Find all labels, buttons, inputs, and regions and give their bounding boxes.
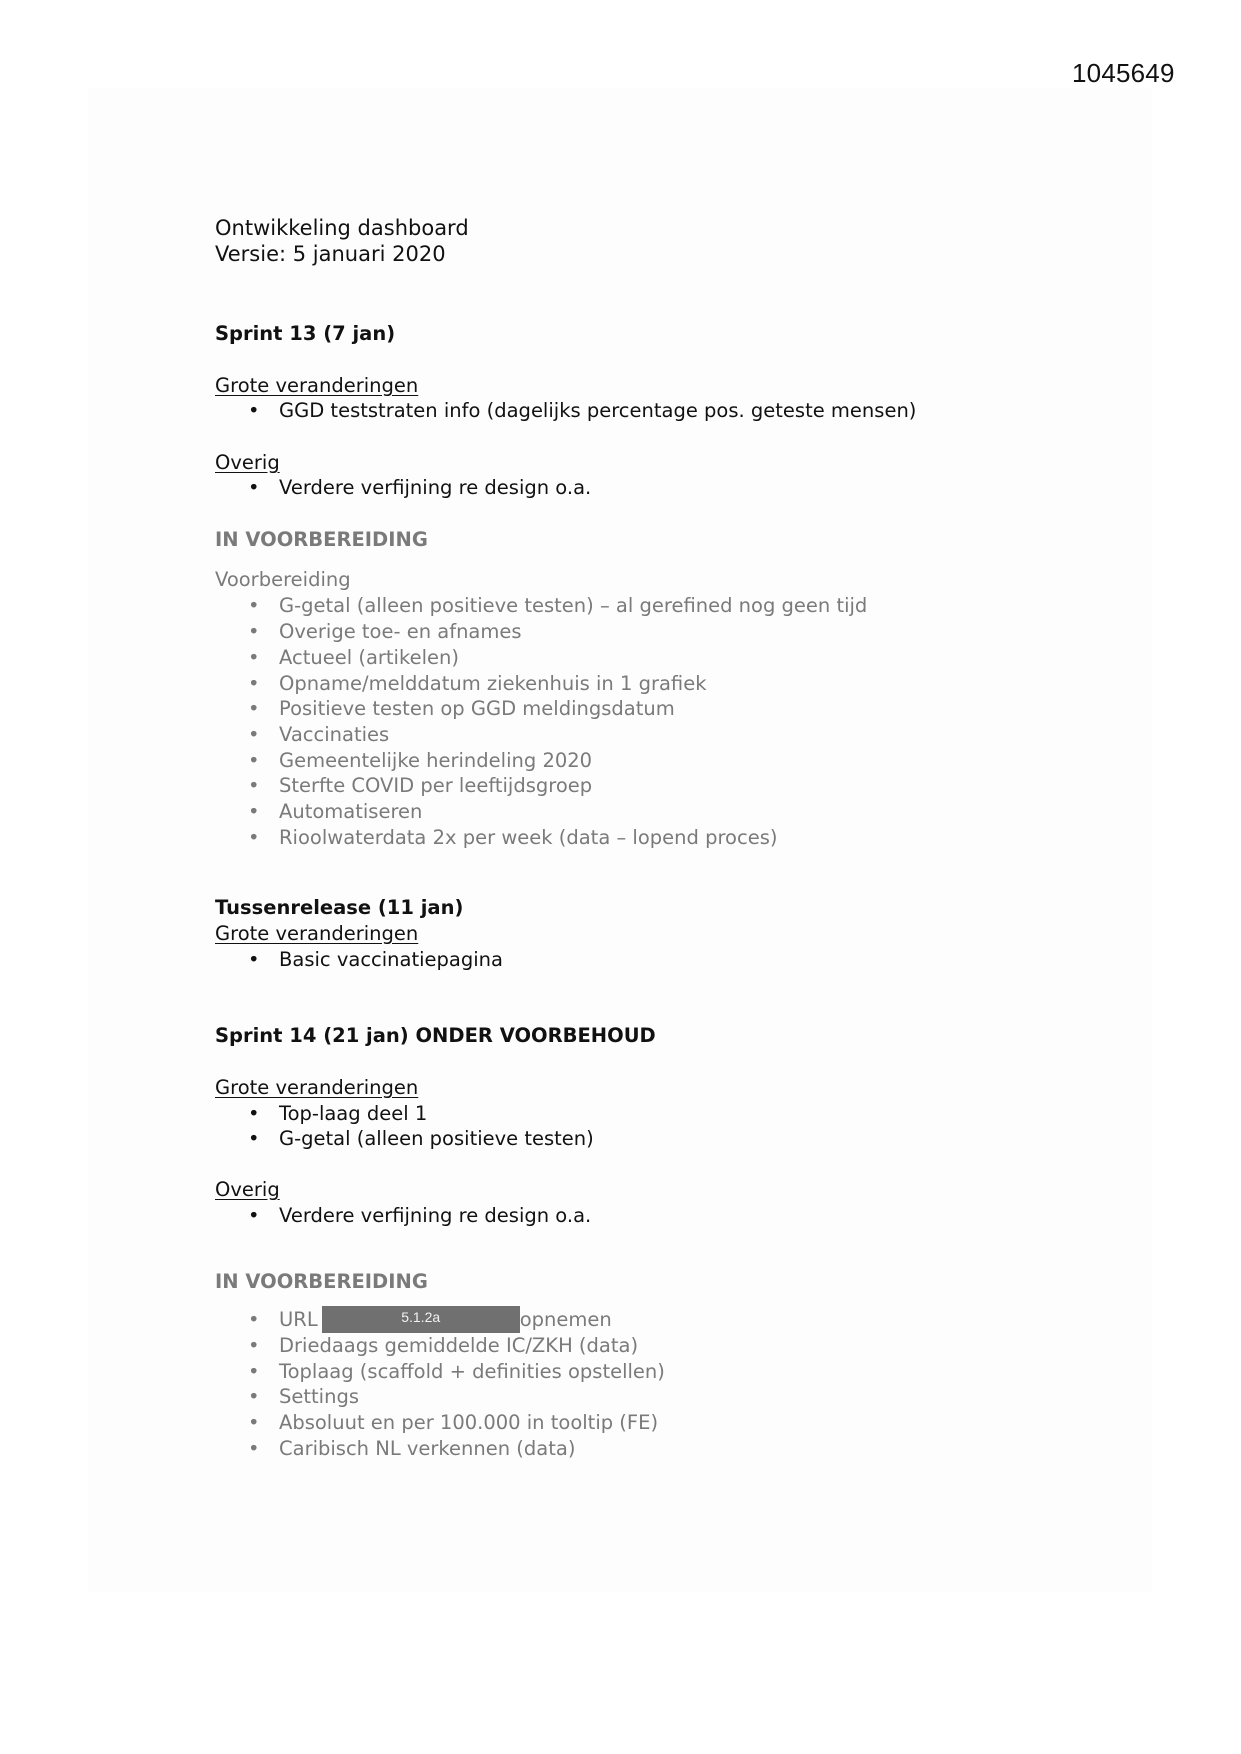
redaction-box: 5.1.2a: [322, 1306, 520, 1333]
bullet-icon: •: [248, 800, 260, 823]
sprint13-grote-label: Grote veranderingen: [215, 374, 419, 397]
tussenrelease-heading: Tussenrelease (11 jan): [215, 896, 464, 919]
bullet-icon: •: [248, 646, 260, 669]
sprint13-prep-heading: IN VOORBEREIDING: [215, 528, 428, 551]
sprint14-heading: Sprint 14 (21 jan) ONDER VOORBEHOUD: [215, 1024, 656, 1047]
bullet-icon: •: [248, 476, 260, 499]
document-title: Ontwikkeling dashboard: [215, 216, 469, 240]
bullet-icon: •: [248, 672, 260, 695]
bullet-icon: •: [248, 723, 260, 746]
sprint13-overig-label: Overig: [215, 451, 280, 474]
bullet-icon: •: [248, 399, 260, 422]
sprint13-heading: Sprint 13 (7 jan): [215, 322, 396, 345]
bullet-icon: •: [248, 1308, 260, 1331]
document-version: Versie: 5 januari 2020: [215, 242, 446, 266]
bullet-icon: •: [248, 1102, 260, 1125]
bullet-icon: •: [248, 749, 260, 772]
bullet-icon: •: [248, 826, 260, 849]
bullet-icon: •: [248, 1204, 260, 1227]
bullet-icon: •: [248, 1127, 260, 1150]
bullet-icon: •: [248, 594, 260, 617]
bullet-icon: •: [248, 1385, 260, 1408]
tussenrelease-grote-label: Grote veranderingen: [215, 922, 419, 945]
document-id: 1045649: [1072, 58, 1175, 88]
bullet-icon: •: [248, 620, 260, 643]
bullet-icon: •: [248, 1437, 260, 1460]
bullet-icon: •: [248, 774, 260, 797]
bullet-icon: •: [248, 1411, 260, 1434]
bullet-icon: •: [248, 1360, 260, 1383]
sprint14-prep-heading: IN VOORBEREIDING: [215, 1270, 428, 1293]
bullet-icon: •: [248, 1334, 260, 1357]
sprint14-overig-label: Overig: [215, 1178, 280, 1201]
bullet-icon: •: [248, 697, 260, 720]
bullet-icon: •: [248, 948, 260, 971]
sprint13-prep-label: Voorbereiding: [215, 568, 351, 591]
sprint14-grote-label: Grote veranderingen: [215, 1076, 419, 1099]
